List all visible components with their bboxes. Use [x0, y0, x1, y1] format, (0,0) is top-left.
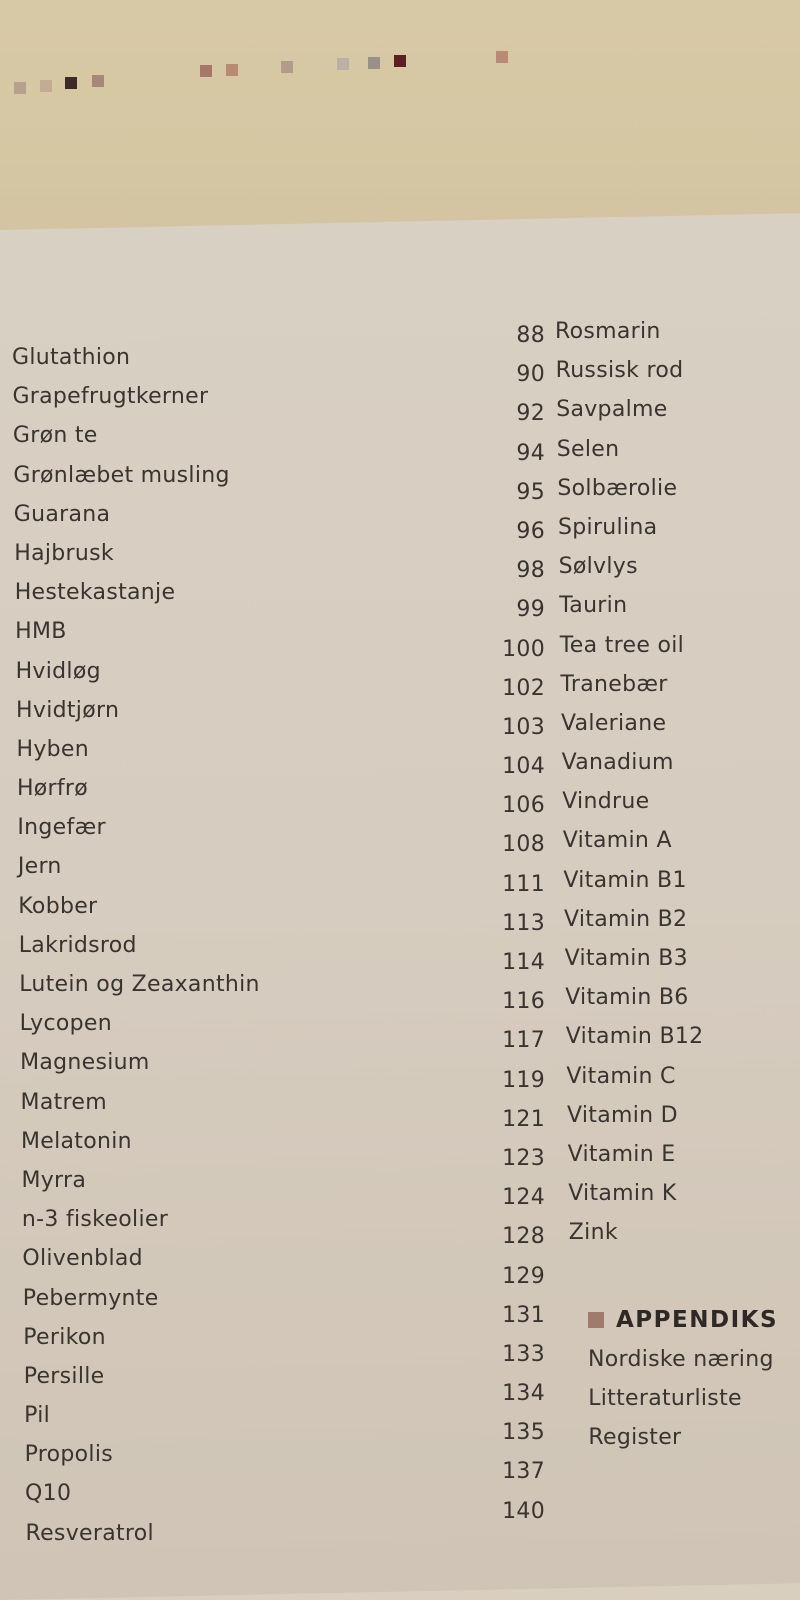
appendix-list — [588, 1340, 778, 1458]
toc-page-number: 137 — [502, 1459, 545, 1485]
toc-entry-title: Perikon — [23, 1324, 106, 1350]
toc-entry-title: Lutein og Zeaxanthin — [19, 972, 260, 997]
toc-entry-title: Hvidtjørn — [16, 697, 120, 723]
toc-page-number: 128 — [502, 1224, 545, 1250]
toc-page-number: 106 — [502, 793, 545, 819]
toc-page-number: 119 — [502, 1067, 545, 1093]
toc-entry-title: Grapefrugtkerner — [12, 384, 209, 410]
toc-entry-title: Taurin — [559, 593, 628, 619]
decor-square — [65, 77, 77, 89]
toc-page-number: 134 — [502, 1381, 545, 1407]
toc-left-column — [12, 338, 312, 1553]
toc-entry-title: Vitamin E — [567, 1141, 676, 1167]
toc-page-number: 88 — [516, 323, 545, 348]
decor-square — [496, 51, 508, 63]
decor-square — [368, 57, 380, 69]
toc-page-number: 140 — [502, 1498, 545, 1524]
toc-entry-title: Hyben — [16, 736, 90, 762]
page-header-band — [0, 0, 800, 250]
toc-entry-title: n-3 fiskeolier — [21, 1207, 169, 1233]
decor-square — [92, 75, 104, 87]
toc-page-number: 124 — [502, 1185, 545, 1211]
toc-entry-title: Lakridsrod — [18, 932, 137, 958]
toc-entry-title: Valeriane — [561, 710, 667, 736]
decor-square — [226, 64, 238, 76]
toc-page-number: 133 — [502, 1341, 545, 1367]
toc-entry-title: Q10 — [25, 1481, 72, 1507]
toc-entry-title: Matrem — [20, 1089, 107, 1115]
toc-entry-title: Spirulina — [558, 514, 658, 540]
toc-entry-title: Magnesium — [20, 1050, 150, 1076]
toc-page-number: 135 — [502, 1420, 545, 1446]
toc-page-number: 100 — [502, 636, 545, 662]
toc-entry-title: Vitamin B6 — [565, 985, 689, 1011]
toc-entry-title: Solbærolie — [557, 475, 678, 501]
toc-page-number: 131 — [502, 1302, 545, 1328]
toc-entry-title: Vitamin B3 — [564, 946, 688, 971]
toc-entry-title: Pebermynte — [22, 1285, 159, 1311]
decor-square — [394, 55, 406, 67]
toc-page-number: 111 — [502, 871, 545, 897]
toc-entry-title: Melatonin — [21, 1128, 132, 1154]
toc-page-number: 102 — [502, 675, 545, 701]
toc-entry-title: Vindrue — [562, 789, 650, 815]
toc-entry-title: Zink — [568, 1220, 618, 1246]
toc-entry-title: Olivenblad — [22, 1246, 143, 1272]
toc-entry-title: Hørfrø — [16, 776, 89, 802]
toc-entry-title: Persille — [23, 1363, 105, 1389]
toc-entry-title: Sølvlys — [558, 554, 638, 580]
toc-page-number: 116 — [502, 989, 545, 1015]
toc-entry-title: Hvidløg — [15, 658, 101, 684]
toc-entry-title: Resveratrol — [25, 1520, 154, 1546]
toc-page-number: 113 — [502, 910, 545, 936]
toc-page-number-column — [455, 316, 545, 1531]
toc-entry-title: Vitamin B2 — [564, 906, 688, 932]
decor-square — [200, 65, 212, 77]
toc-page-number: 114 — [502, 950, 545, 975]
toc-entry-title: Grønlæbet musling — [13, 462, 230, 488]
decor-square — [281, 61, 293, 73]
toc-page-number: 94 — [516, 440, 545, 466]
toc-entry-title: Russisk rod — [555, 358, 684, 384]
toc-entry-title: Tea tree oil — [559, 632, 685, 658]
toc-entry-title: Vitamin B1 — [563, 867, 687, 893]
appendix-item: Register — [588, 1425, 682, 1451]
toc-right-column — [555, 312, 800, 1253]
toc-entry-title: Vanadium — [561, 750, 674, 776]
toc-page-number: 108 — [502, 832, 545, 858]
toc-entry-title: Pil — [24, 1403, 51, 1429]
toc-page-number: 95 — [516, 479, 545, 505]
toc-page-number: 117 — [502, 1028, 545, 1054]
toc-entry-title: Vitamin B12 — [565, 1024, 704, 1050]
square-bullet-icon — [588, 1312, 604, 1328]
toc-entry-title: Myrra — [21, 1167, 87, 1193]
toc-page-number: 123 — [502, 1145, 545, 1171]
toc-entry-title: Vitamin C — [566, 1063, 676, 1089]
decor-square — [14, 82, 26, 94]
toc-entry-title: Propolis — [24, 1442, 114, 1468]
toc-entry-title: Vitamin A — [562, 828, 672, 854]
toc-page-number: 99 — [516, 597, 545, 623]
toc-entry-title: Grøn te — [12, 423, 98, 449]
toc-entry-title: HMB — [15, 619, 67, 645]
toc-page-number: 103 — [502, 714, 545, 740]
toc-entry-title: Lycopen — [19, 1011, 112, 1037]
toc-entry-title: Ingefær — [17, 815, 106, 841]
toc-page-number: 129 — [502, 1263, 545, 1289]
toc-entry-title: Vitamin K — [568, 1181, 677, 1207]
appendix-item: Litteraturliste — [588, 1386, 742, 1412]
toc-entry-title: Hestekastanje — [14, 580, 176, 606]
toc-entry-title: Jern — [17, 854, 62, 880]
toc-page-number: 92 — [516, 401, 545, 427]
appendix-item: Nordiske næring — [588, 1347, 774, 1372]
toc-entry-title: Glutathion — [12, 345, 131, 370]
appendix-section — [588, 1300, 778, 1458]
toc-entry-title: Hajbrusk — [14, 540, 114, 566]
appendix-heading-label: APPENDIKS — [616, 1307, 779, 1333]
decor-square — [337, 58, 349, 70]
toc-page-number: 104 — [502, 754, 545, 780]
toc-page-number: 90 — [516, 362, 545, 388]
toc-entry-title: Rosmarin — [555, 319, 661, 344]
toc-entry-title: Savpalme — [556, 397, 668, 423]
decor-square — [40, 80, 52, 92]
toc-entry-title: Selen — [556, 436, 620, 462]
toc-entry-title: Tranebær — [560, 671, 668, 697]
toc-entry-title: Vitamin D — [567, 1102, 678, 1128]
toc-page-number: 96 — [516, 518, 545, 544]
toc-page-number: 98 — [516, 558, 545, 584]
appendix-heading — [588, 1300, 778, 1340]
toc-page-number: 121 — [502, 1106, 545, 1132]
toc-entry-title: Kobber — [18, 893, 98, 919]
toc-entry-title: Guarana — [13, 501, 111, 527]
